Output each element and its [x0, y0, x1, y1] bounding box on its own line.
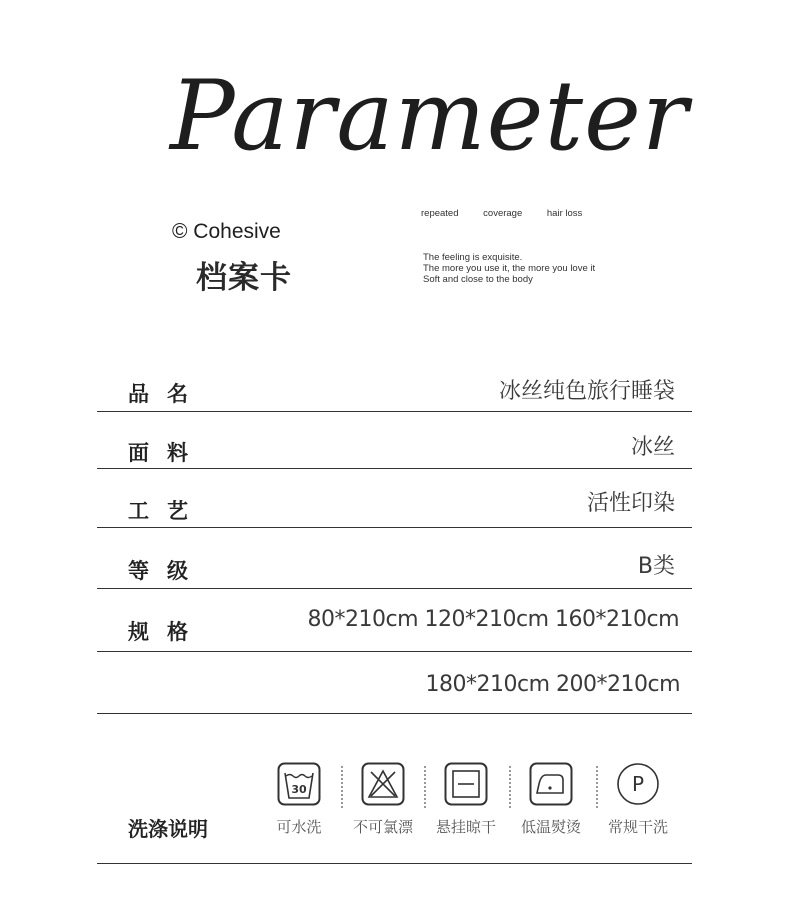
svg-text:30: 30 — [291, 783, 307, 796]
no-bleach-icon — [361, 762, 405, 806]
brand-name: © Cohesive — [172, 220, 281, 243]
care-label-dryclean: 常规干洗 — [607, 818, 668, 836]
hang-dry-icon — [444, 762, 488, 806]
tag-repeated: repeated — [421, 208, 459, 219]
svg-text:P: P — [631, 772, 645, 796]
page-title: Parameter — [170, 60, 689, 172]
spec-label-name: 品名 — [128, 382, 206, 406]
spec-label-process: 工艺 — [128, 499, 206, 523]
separator — [341, 766, 343, 808]
spec-value-process: 活性印染 — [586, 491, 675, 516]
divider — [97, 863, 692, 864]
spec-label-fabric: 面料 — [128, 441, 206, 465]
card-label: 档案卡 — [196, 260, 292, 296]
spec-value-size-continued: 180*210cm 200*210cm — [425, 672, 680, 697]
care-label-bleach: 不可氯漂 — [352, 818, 413, 836]
care-item-dry — [431, 762, 501, 837]
tagline-line: The feeling is exquisite. — [423, 252, 523, 263]
separator — [509, 766, 511, 808]
tag-coverage: coverage — [483, 208, 523, 219]
care-item-bleach — [348, 762, 418, 837]
spec-value-size: 80*210cm 120*210cm 160*210cm — [307, 607, 679, 632]
tagline-line: Soft and close to the body — [423, 274, 533, 285]
care-label-iron: 低温熨烫 — [520, 818, 581, 836]
separator — [596, 766, 598, 808]
washing-title: 洗涤说明 — [128, 817, 208, 841]
spec-value-grade: B类 — [637, 554, 675, 579]
care-label-wash: 可水洗 — [276, 818, 322, 836]
dry-clean-p-icon — [616, 762, 660, 806]
low-iron-icon — [529, 762, 573, 806]
spec-value-name: 冰丝纯色旅行睡袋 — [498, 379, 675, 404]
tagline-line: The more you use it, the more you love it — [423, 263, 596, 274]
care-label-dry: 悬挂晾干 — [435, 818, 496, 836]
divider — [97, 651, 692, 652]
wash-30-icon — [277, 762, 321, 806]
spec-label-size: 规格 — [128, 620, 206, 644]
tag-list — [421, 208, 604, 219]
divider — [97, 468, 692, 469]
care-item-dryclean — [603, 762, 673, 837]
spec-label-grade: 等级 — [128, 559, 206, 583]
care-item-wash — [264, 762, 334, 837]
divider — [97, 588, 692, 589]
tag-hair-loss: hair loss — [546, 208, 583, 219]
care-item-iron — [516, 762, 586, 837]
divider — [97, 411, 692, 412]
divider — [97, 713, 692, 714]
tagline — [423, 252, 595, 285]
separator — [424, 766, 426, 808]
divider — [97, 527, 692, 528]
spec-value-fabric: 冰丝 — [630, 435, 675, 460]
